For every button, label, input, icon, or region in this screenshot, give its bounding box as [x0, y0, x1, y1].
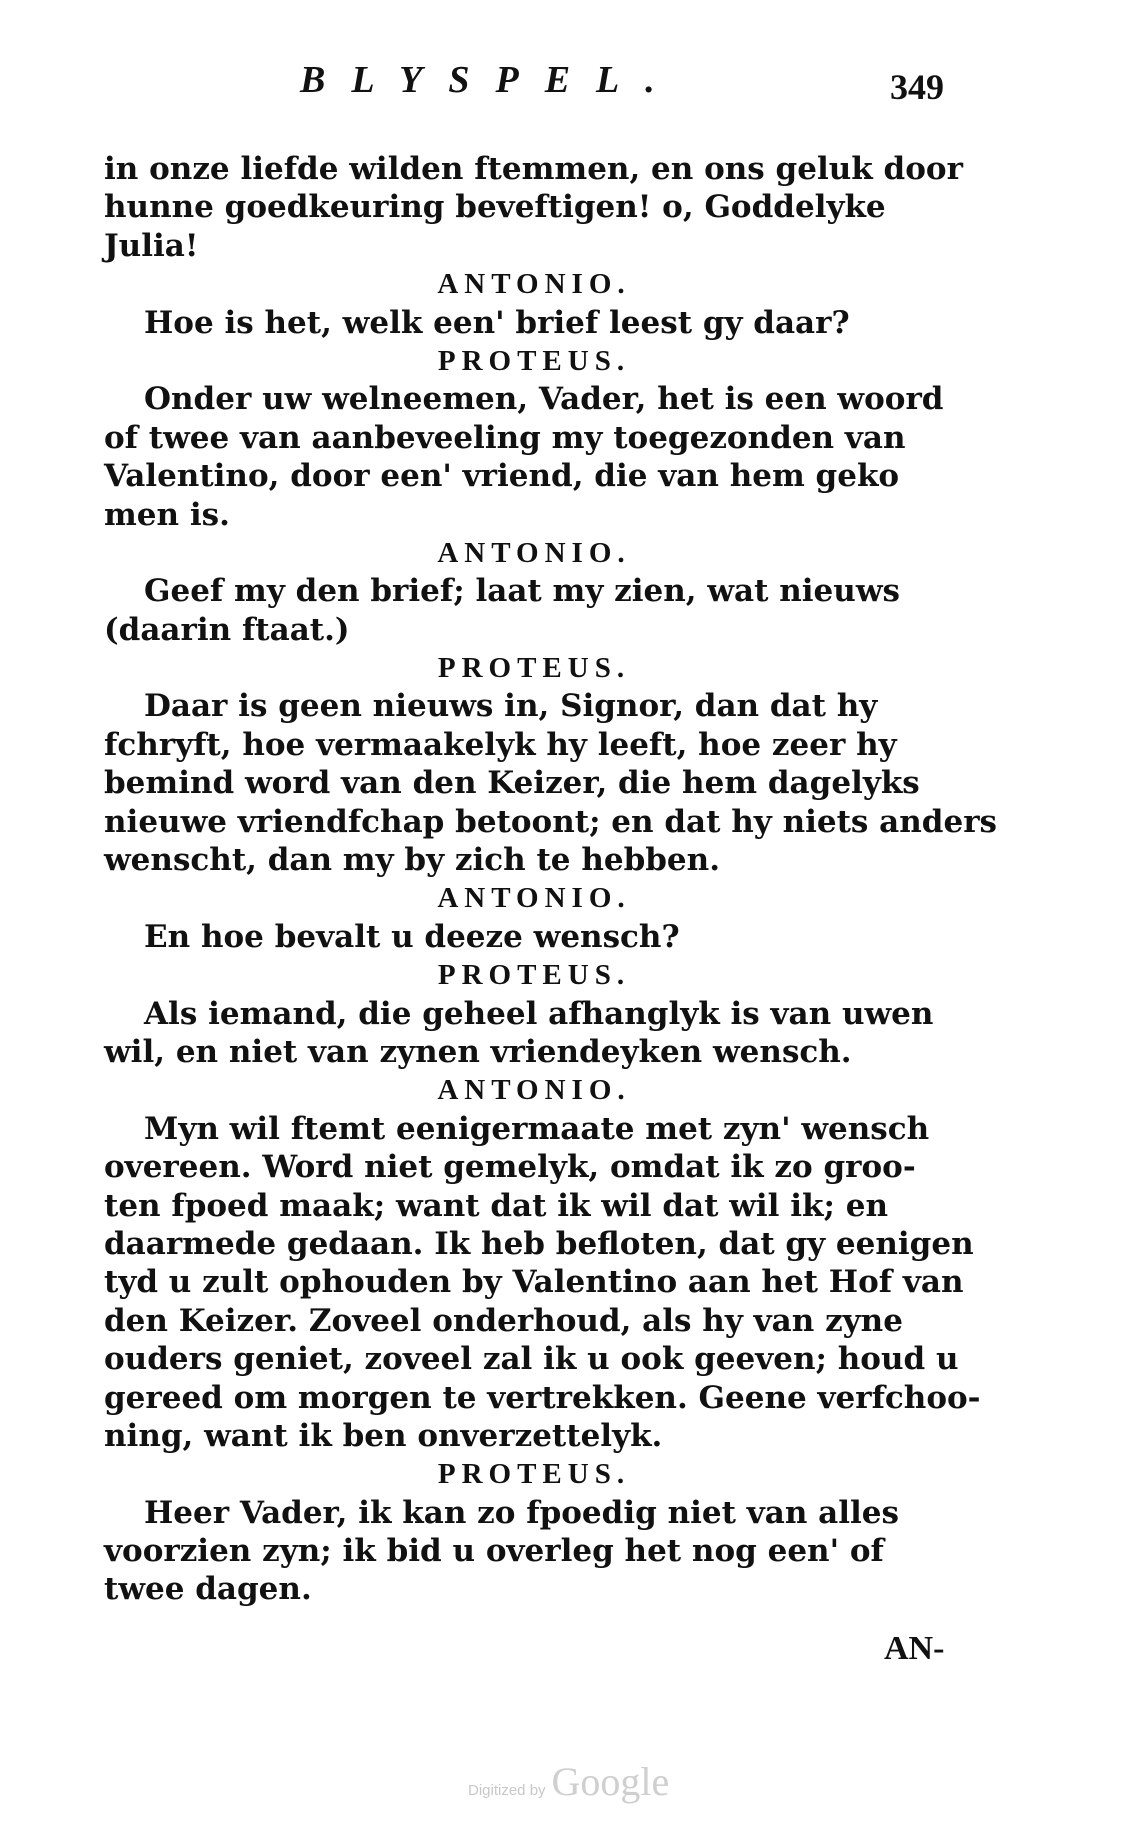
speech-paragraph — [104, 1494, 964, 1609]
text-line: wil, en niet van zynen vriendeyken wensch. — [104, 1033, 852, 1070]
text-line: gereed om morgen te vertrekken. Geene verfchoo- — [104, 1379, 981, 1416]
speaker-name: PROTEUS. — [437, 652, 631, 685]
digitized-by-watermark — [468, 1758, 669, 1805]
text-line: of twee van aanbeveeling my toegezonden van — [104, 419, 906, 456]
catchword: AN- — [884, 1630, 945, 1667]
play-text-body — [104, 150, 997, 1609]
continued-paragraph — [104, 150, 964, 265]
speech-paragraph — [104, 380, 964, 534]
speaker-name: ANTONIO. — [437, 536, 631, 569]
text-line: Als iemand, die geheel afhanglyk is van uwen — [144, 995, 934, 1032]
speaker-name: PROTEUS. — [437, 1458, 631, 1491]
text-line: men is. — [104, 496, 230, 533]
speech-paragraph — [104, 1110, 981, 1456]
text-line: Myn wil ftemt eenigermaate met zyn' wensch — [144, 1110, 930, 1147]
text-line: ning, want ik ben onverzettelyk. — [104, 1417, 663, 1454]
text-line: Valentino, door een' vriend, die van hem geko — [104, 458, 900, 495]
text-line: twee dagen. — [104, 1571, 312, 1608]
text-line: ten fpoed maak; want dat ik wil dat wil ik; en — [104, 1187, 888, 1224]
speech-paragraph — [104, 572, 964, 649]
google-logo: Google — [551, 1759, 670, 1804]
text-line: Daar is geen nieuws in, Signor, dan dat hy — [144, 688, 878, 725]
text-line: fchryft, hoe vermaakelyk hy leeft, hoe zeer hy — [104, 726, 897, 763]
speaker-name: ANTONIO. — [437, 882, 631, 915]
text-line: Geef my den brief; laat my zien, wat nieuws — [144, 573, 900, 610]
text-line: Hoe is het, welk een' brief leest gy daar? — [144, 304, 850, 341]
text-line: wenscht, dan my by zich te hebben. — [104, 842, 720, 879]
page-number: 349 — [890, 67, 944, 107]
text-line: daarmede gedaan. Ik heb befloten, dat gy eenigen — [104, 1225, 974, 1262]
speech-paragraph — [104, 304, 964, 342]
text-line: den Keizer. Zoveel onderhoud, als hy van zyne — [104, 1302, 903, 1339]
digitized-by-text: Digitized by — [468, 1782, 546, 1799]
text-line: hunne goedkeuring beveftigen! o, Goddelyke — [104, 189, 886, 226]
speech-paragraph — [104, 995, 964, 1072]
speech-paragraph — [104, 918, 964, 956]
text-line: (daarin ftaat.) — [104, 611, 350, 648]
speaker-name: ANTONIO. — [437, 1074, 631, 1107]
text-line: overeen. Word niet gemelyk, omdat ik zo groo- — [104, 1149, 916, 1186]
text-line: En hoe bevalt u deeze wensch? — [144, 918, 680, 955]
text-line: voorzien zyn; ik bid u overleg het nog een' of — [104, 1533, 884, 1570]
speaker-name: PROTEUS. — [437, 959, 631, 992]
text-line: nieuwe vriendfchap betoont; en dat hy niets anders — [104, 803, 997, 840]
running-head: BLYSPEL. — [300, 59, 681, 101]
text-line: tyd u zult ophouden by Valentino aan het Hof van — [104, 1264, 964, 1301]
text-line: Julia! — [104, 227, 199, 264]
speech-paragraph — [104, 687, 997, 879]
text-line: in onze liefde wilden ftemmen, en ons geluk door — [104, 151, 963, 187]
text-line: Onder uw welneemen, Vader, het is een woord — [144, 381, 944, 418]
text-line: Heer Vader, ik kan zo fpoedig niet van alles — [144, 1494, 899, 1531]
speaker-name: ANTONIO. — [437, 268, 631, 301]
text-line: ouders geniet, zoveel zal ik u ook geeven; houd u — [104, 1341, 959, 1378]
text-line: bemind word van den Keizer, die hem dagelyks — [104, 765, 920, 802]
speaker-name: PROTEUS. — [437, 344, 631, 377]
